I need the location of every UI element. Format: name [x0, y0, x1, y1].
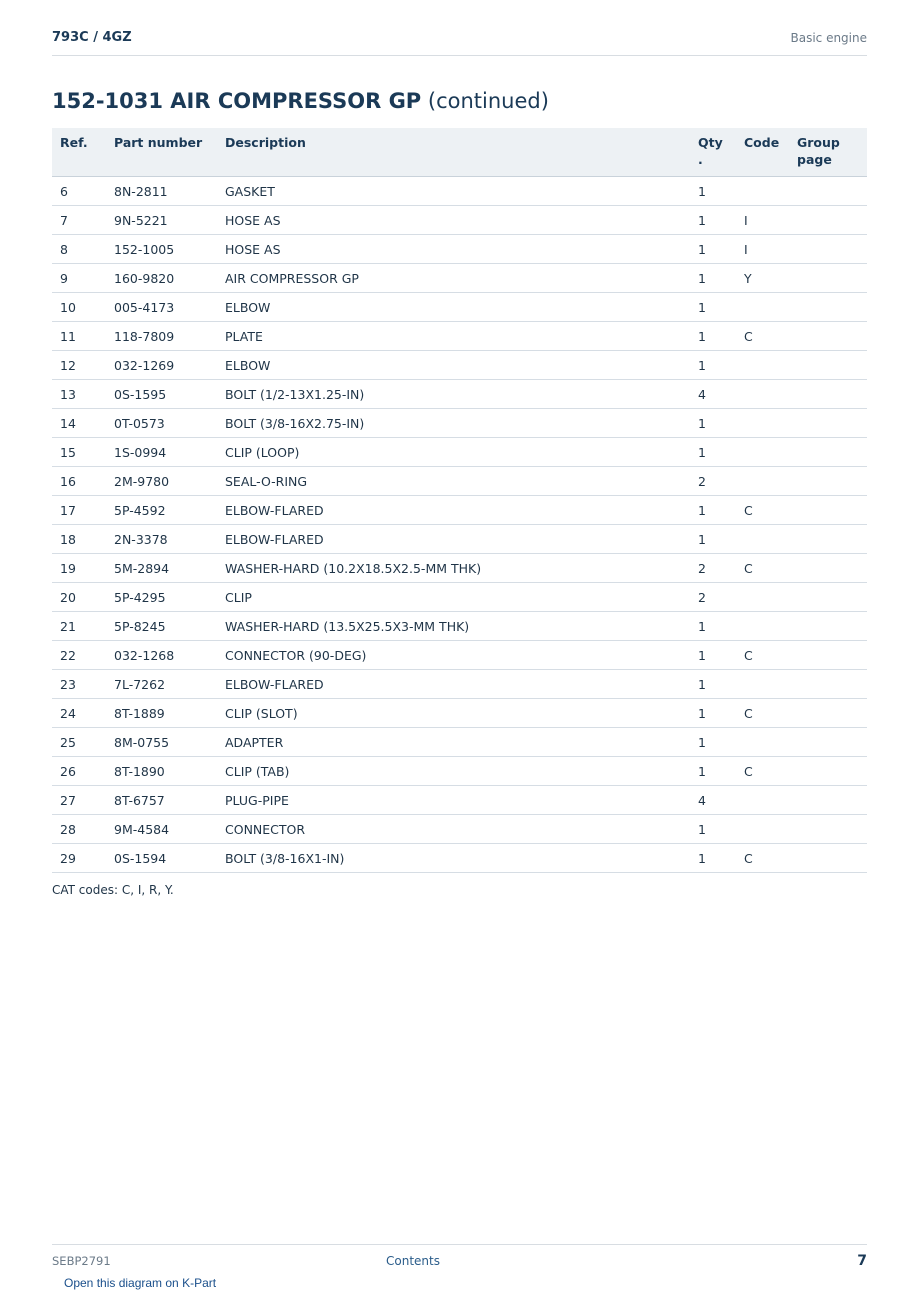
cell-ref: 13: [52, 380, 106, 409]
cell-ref: 15: [52, 438, 106, 467]
cell-part-number: 160-9820: [106, 264, 217, 293]
cell-group-page: [789, 612, 867, 641]
cell-description: ADAPTER: [217, 728, 690, 757]
cell-group-page: [789, 322, 867, 351]
cell-ref: 12: [52, 351, 106, 380]
cell-code: [736, 380, 789, 409]
cell-qty: 1: [690, 206, 736, 235]
cell-part-number: 032-1269: [106, 351, 217, 380]
page-number: 7: [857, 1253, 867, 1269]
cell-part-number: 2N-3378: [106, 525, 217, 554]
table-row: [52, 322, 867, 351]
cell-code: [736, 525, 789, 554]
table-row: [52, 409, 867, 438]
cell-description: ELBOW: [217, 293, 690, 322]
cell-part-number: 2M-9780: [106, 467, 217, 496]
cell-description: ELBOW-FLARED: [217, 496, 690, 525]
table-row: [52, 815, 867, 844]
cell-ref: 22: [52, 641, 106, 670]
cell-description: HOSE AS: [217, 206, 690, 235]
cell-ref: 29: [52, 844, 106, 873]
table-row: [52, 293, 867, 322]
cell-group-page: [789, 351, 867, 380]
cat-codes-note: CAT codes: C, I, R, Y.: [52, 883, 174, 897]
contents-link[interactable]: Contents: [386, 1254, 440, 1268]
cell-group-page: [789, 699, 867, 728]
cell-qty: 1: [690, 438, 736, 467]
cell-ref: 27: [52, 786, 106, 815]
cell-ref: 11: [52, 322, 106, 351]
cell-code: C: [736, 844, 789, 873]
cell-part-number: 7L-7262: [106, 670, 217, 699]
cell-group-page: [789, 525, 867, 554]
table-row: [52, 612, 867, 641]
cell-qty: 2: [690, 554, 736, 583]
cell-description: SEAL-O-RING: [217, 467, 690, 496]
cell-part-number: 152-1005: [106, 235, 217, 264]
cell-part-number: 5P-8245: [106, 612, 217, 641]
section-label: Basic engine: [790, 31, 867, 45]
cell-qty: 1: [690, 322, 736, 351]
cell-qty: 1: [690, 409, 736, 438]
col-header-part-number: Part number: [106, 128, 217, 177]
cell-code: [736, 409, 789, 438]
cell-description: AIR COMPRESSOR GP: [217, 264, 690, 293]
cell-ref: 23: [52, 670, 106, 699]
cell-group-page: [789, 409, 867, 438]
model-label: 793C / 4GZ: [52, 30, 132, 45]
cell-description: BOLT (3/8-16X1-IN): [217, 844, 690, 873]
page-header: [52, 28, 867, 56]
cell-group-page: [789, 206, 867, 235]
cell-group-page: [789, 815, 867, 844]
table-row: [52, 554, 867, 583]
table-row: [52, 380, 867, 409]
cell-code: C: [736, 496, 789, 525]
table-row: [52, 525, 867, 554]
cell-ref: 18: [52, 525, 106, 554]
cell-code: [736, 351, 789, 380]
table-row: [52, 264, 867, 293]
cell-code: [736, 670, 789, 699]
cell-qty: 1: [690, 525, 736, 554]
cell-ref: 20: [52, 583, 106, 612]
cell-qty: 1: [690, 177, 736, 206]
cell-part-number: 8T-1890: [106, 757, 217, 786]
cell-part-number: 5M-2894: [106, 554, 217, 583]
cell-ref: 24: [52, 699, 106, 728]
cell-description: WASHER-HARD (10.2X18.5X2.5-MM THK): [217, 554, 690, 583]
cell-qty: 1: [690, 699, 736, 728]
cell-group-page: [789, 728, 867, 757]
cell-description: CLIP (LOOP): [217, 438, 690, 467]
title-suffix: (continued): [421, 89, 549, 113]
cell-ref: 10: [52, 293, 106, 322]
cell-ref: 7: [52, 206, 106, 235]
cell-group-page: [789, 264, 867, 293]
cell-group-page: [789, 177, 867, 206]
cell-code: [736, 815, 789, 844]
cell-description: BOLT (1/2-13X1.25-IN): [217, 380, 690, 409]
cell-group-page: [789, 583, 867, 612]
col-header-qty: Qty .: [690, 128, 736, 177]
table-row: [52, 467, 867, 496]
col-header-description: Description: [217, 128, 690, 177]
cell-description: CONNECTOR (90-DEG): [217, 641, 690, 670]
cell-description: ELBOW: [217, 351, 690, 380]
table-row: [52, 844, 867, 873]
table-row: [52, 438, 867, 467]
parts-table: [52, 128, 867, 873]
cell-part-number: 8N-2811: [106, 177, 217, 206]
cell-code: C: [736, 641, 789, 670]
cell-group-page: [789, 844, 867, 873]
cell-description: ELBOW-FLARED: [217, 525, 690, 554]
cell-part-number: 032-1268: [106, 641, 217, 670]
cell-code: [736, 438, 789, 467]
cell-code: I: [736, 206, 789, 235]
cell-code: Y: [736, 264, 789, 293]
cell-code: C: [736, 699, 789, 728]
cell-part-number: 9M-4584: [106, 815, 217, 844]
cell-code: C: [736, 554, 789, 583]
cell-part-number: 1S-0994: [106, 438, 217, 467]
title-main: 152-1031 AIR COMPRESSOR GP: [52, 89, 422, 113]
document-id: SEBP2791: [52, 1254, 111, 1268]
table-row: [52, 206, 867, 235]
cell-qty: 1: [690, 670, 736, 699]
cell-part-number: 0S-1595: [106, 380, 217, 409]
cell-group-page: [789, 786, 867, 815]
cell-group-page: [789, 757, 867, 786]
page-footer: [52, 1244, 867, 1275]
cell-qty: 1: [690, 264, 736, 293]
cell-ref: 19: [52, 554, 106, 583]
cell-qty: 1: [690, 641, 736, 670]
cell-description: GASKET: [217, 177, 690, 206]
cell-qty: 1: [690, 728, 736, 757]
cell-group-page: [789, 496, 867, 525]
cell-part-number: 5P-4295: [106, 583, 217, 612]
cell-group-page: [789, 235, 867, 264]
cell-part-number: 0S-1594: [106, 844, 217, 873]
table-row: [52, 786, 867, 815]
cell-code: C: [736, 322, 789, 351]
table-row: [52, 496, 867, 525]
cell-description: PLATE: [217, 322, 690, 351]
cell-qty: 2: [690, 583, 736, 612]
cell-ref: 8: [52, 235, 106, 264]
cell-part-number: 8T-6757: [106, 786, 217, 815]
cell-group-page: [789, 380, 867, 409]
cell-qty: 2: [690, 467, 736, 496]
table-header-row: [52, 128, 867, 177]
cell-ref: 28: [52, 815, 106, 844]
cell-qty: 4: [690, 786, 736, 815]
cell-part-number: 0T-0573: [106, 409, 217, 438]
table-body: [52, 177, 867, 873]
cell-part-number: 005-4173: [106, 293, 217, 322]
cell-code: [736, 728, 789, 757]
cell-ref: 9: [52, 264, 106, 293]
cell-description: ELBOW-FLARED: [217, 670, 690, 699]
cell-qty: 1: [690, 612, 736, 641]
cell-ref: 25: [52, 728, 106, 757]
cell-ref: 16: [52, 467, 106, 496]
cell-part-number: 9N-5221: [106, 206, 217, 235]
table-row: [52, 177, 867, 206]
cell-qty: 1: [690, 815, 736, 844]
table-row: [52, 583, 867, 612]
cell-qty: 1: [690, 757, 736, 786]
cell-qty: 1: [690, 351, 736, 380]
col-header-code: Code: [736, 128, 789, 177]
page-title: [52, 89, 549, 113]
cell-qty: 1: [690, 844, 736, 873]
col-header-ref: Ref.: [52, 128, 106, 177]
cell-group-page: [789, 641, 867, 670]
table-row: [52, 670, 867, 699]
cell-group-page: [789, 438, 867, 467]
cell-description: CLIP (SLOT): [217, 699, 690, 728]
cell-group-page: [789, 467, 867, 496]
cell-description: CONNECTOR: [217, 815, 690, 844]
cell-description: CLIP: [217, 583, 690, 612]
table-row: [52, 728, 867, 757]
cell-code: [736, 467, 789, 496]
cell-qty: 1: [690, 293, 736, 322]
cell-ref: 26: [52, 757, 106, 786]
cell-ref: 17: [52, 496, 106, 525]
table-row: [52, 641, 867, 670]
cell-code: C: [736, 757, 789, 786]
table-row: [52, 351, 867, 380]
cell-group-page: [789, 670, 867, 699]
kpart-diagram-link[interactable]: Open this diagram on K-Part: [64, 1276, 217, 1290]
cell-code: I: [736, 235, 789, 264]
cell-qty: 4: [690, 380, 736, 409]
cell-code: [736, 612, 789, 641]
cell-code: [736, 786, 789, 815]
cell-description: PLUG-PIPE: [217, 786, 690, 815]
cell-group-page: [789, 554, 867, 583]
cell-description: BOLT (3/8-16X2.75-IN): [217, 409, 690, 438]
cell-part-number: 118-7809: [106, 322, 217, 351]
cell-description: CLIP (TAB): [217, 757, 690, 786]
cell-part-number: 5P-4592: [106, 496, 217, 525]
cell-part-number: 8T-1889: [106, 699, 217, 728]
cell-group-page: [789, 293, 867, 322]
cell-ref: 21: [52, 612, 106, 641]
col-header-group-page: Group page: [789, 128, 867, 177]
table-row: [52, 757, 867, 786]
cell-code: [736, 293, 789, 322]
table-row: [52, 235, 867, 264]
cell-code: [736, 177, 789, 206]
cell-description: WASHER-HARD (13.5X25.5X3-MM THK): [217, 612, 690, 641]
cell-ref: 6: [52, 177, 106, 206]
table-row: [52, 699, 867, 728]
cell-code: [736, 583, 789, 612]
cell-description: HOSE AS: [217, 235, 690, 264]
cell-qty: 1: [690, 235, 736, 264]
cell-ref: 14: [52, 409, 106, 438]
cell-part-number: 8M-0755: [106, 728, 217, 757]
cell-qty: 1: [690, 496, 736, 525]
